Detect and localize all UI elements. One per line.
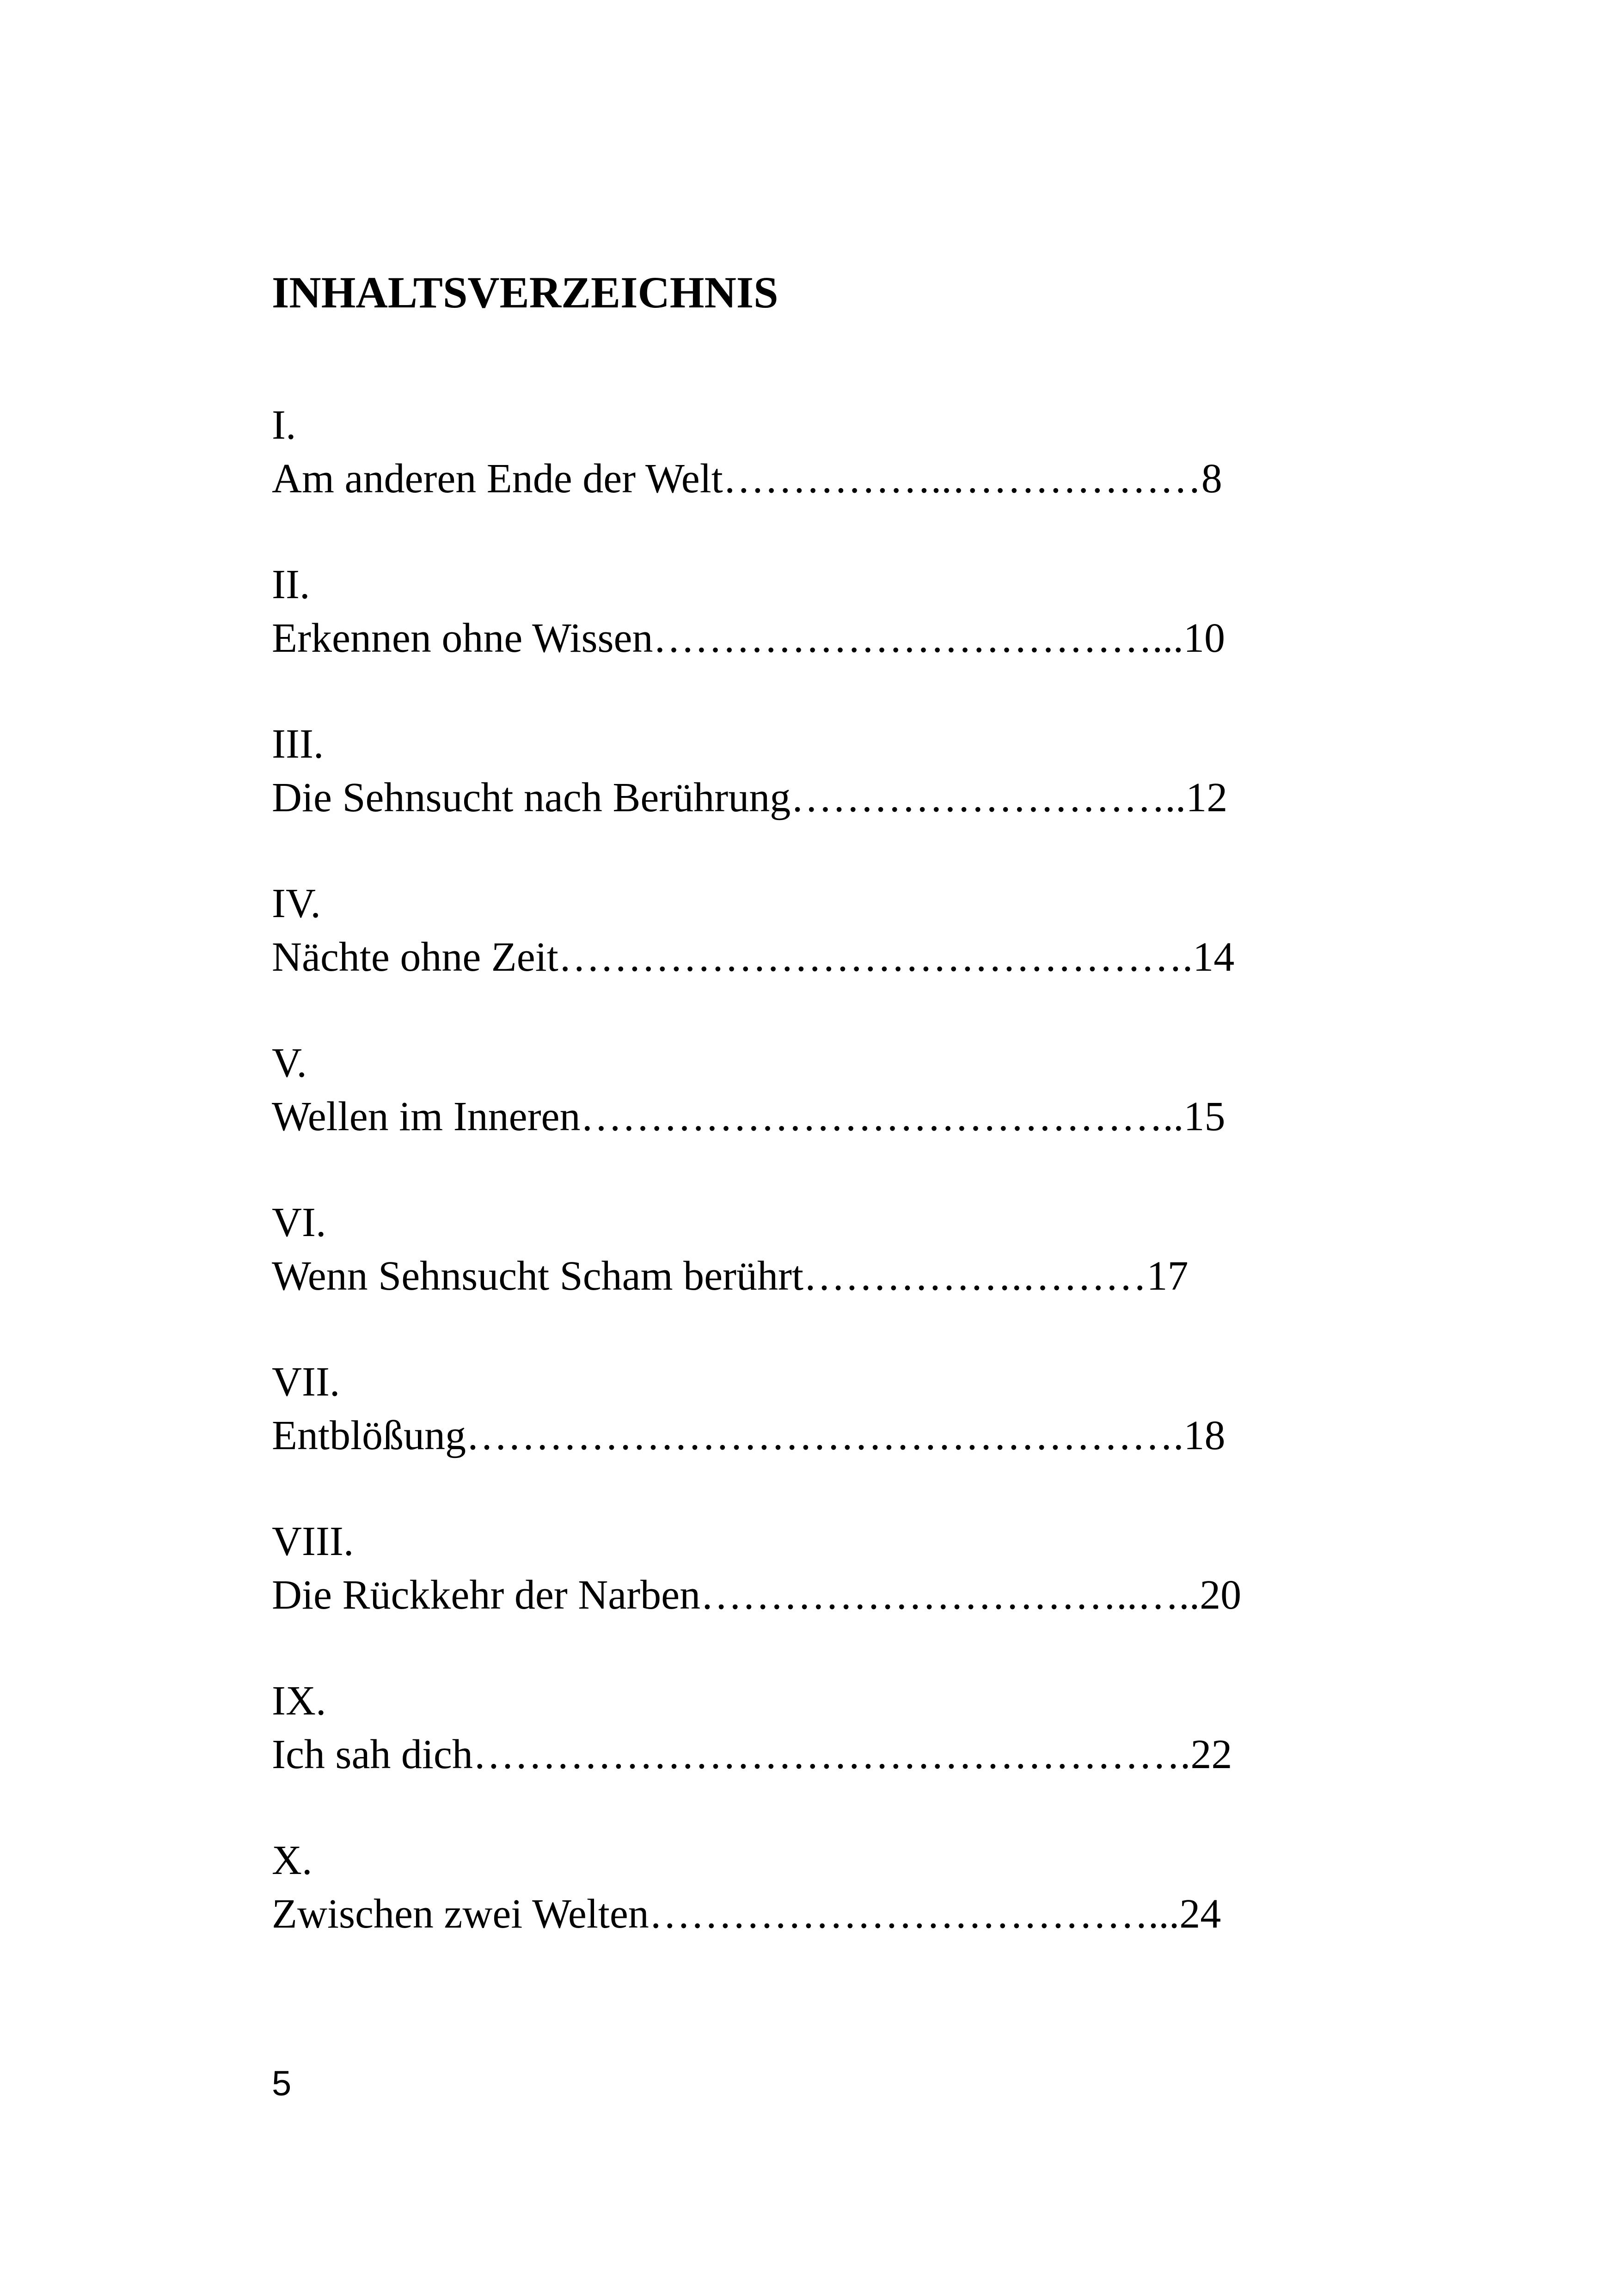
toc-entry-line: Entblößung…………………………………………….18 — [272, 1413, 1226, 1458]
toc-entry-numeral: II. — [272, 562, 310, 607]
toc-entry-line: Erkennen ohne Wissen………………………………...10 — [272, 615, 1226, 661]
toc-entry-8 — [272, 1518, 1242, 1618]
toc-entry-line: Zwischen zwei Welten………………………………...24 — [272, 1891, 1221, 1937]
toc-entry-line: Ich sah dich…………………………………………….22 — [272, 1732, 1232, 1777]
toc-entry-line: Die Sehnsucht nach Berührung………………………..12 — [272, 775, 1228, 820]
toc-entry-numeral: VII. — [272, 1359, 340, 1405]
toc-title: INHALTSVERZEICHNIS — [272, 268, 778, 317]
toc-entry-numeral: VIII. — [272, 1518, 354, 1564]
toc-entry-line: Am anderen Ende der Welt……………..………………8 — [272, 456, 1222, 502]
toc-entry-10 — [272, 1837, 1221, 1937]
toc-entry-4 — [272, 883, 1234, 978]
toc-entry-9 — [272, 1680, 1232, 1776]
toc-entry-numeral: III. — [272, 721, 324, 767]
page-number: 5 — [272, 2064, 292, 2103]
toc-entry-line: Die Rückkehr der Narben…………………………..…..20 — [272, 1572, 1242, 1618]
toc-entry-7 — [272, 1361, 1226, 1457]
toc-entry-numeral: IX. — [272, 1678, 326, 1724]
toc-entry-line: Wenn Sehnsucht Scham berührt…………….………17 — [272, 1253, 1189, 1299]
toc-entry-numeral: I. — [272, 402, 296, 448]
toc-entry-2 — [272, 564, 1225, 659]
toc-entry-line: Wellen im Inneren……………………………………..15 — [272, 1094, 1226, 1139]
toc-entry-numeral: V. — [272, 1040, 307, 1086]
toc-entry-1 — [272, 404, 1222, 500]
toc-entry-5 — [272, 1042, 1226, 1138]
toc-entry-numeral: VI. — [272, 1200, 326, 1245]
toc-entry-numeral: IV. — [272, 881, 321, 926]
toc-entry-3 — [272, 723, 1227, 819]
toc-entry-6 — [272, 1202, 1189, 1297]
toc-entry-numeral: X. — [272, 1837, 313, 1883]
toc-entry-line: Nächte ohne Zeit……………………………………….14 — [272, 934, 1235, 980]
